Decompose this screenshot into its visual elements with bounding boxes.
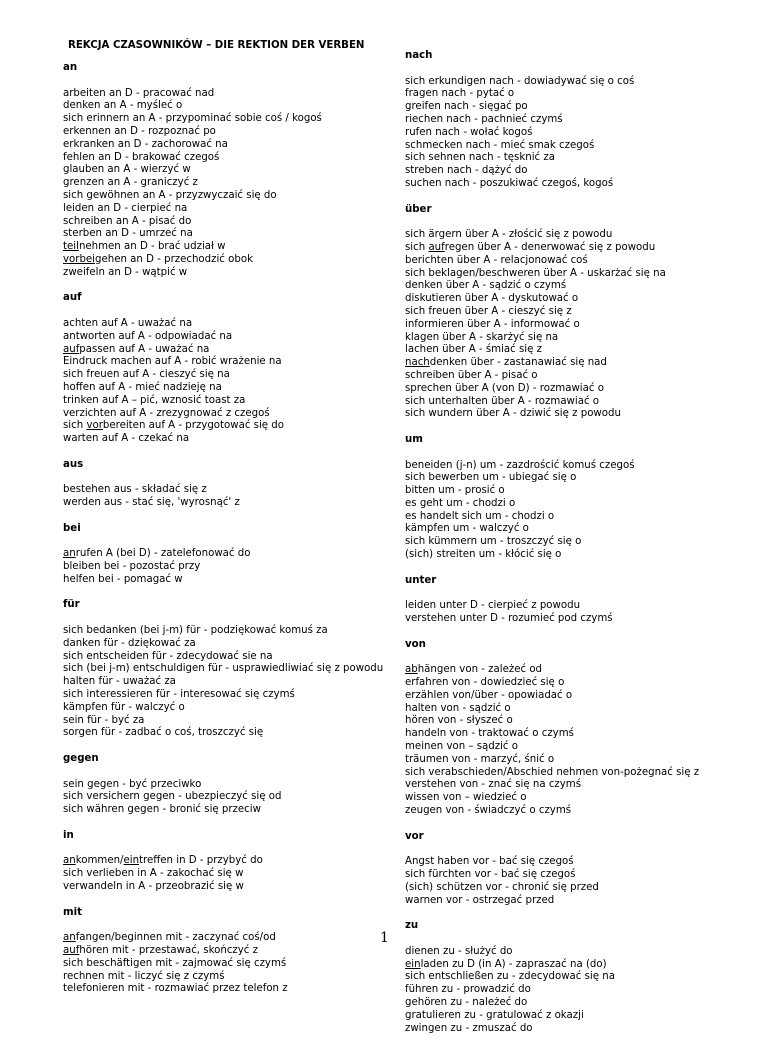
verb-entry — [405, 280, 755, 293]
verb-entry — [63, 152, 393, 165]
verb-entry — [405, 997, 755, 1010]
verb-entry — [63, 625, 393, 638]
entry-text: sich wundern über A - dziwić się z powodu — [405, 408, 621, 420]
entry-text: sich freuen über A - cieszyć się z — [405, 305, 572, 317]
verb-entry — [63, 958, 393, 971]
entry-text: kämpfen um - walczyć o — [405, 523, 529, 535]
verb-entry — [405, 549, 755, 562]
entry-text: (sich) schützen vor - chronić się przed — [405, 881, 599, 893]
verb-entry — [63, 881, 393, 894]
verb-entry — [63, 216, 393, 229]
entry-text: schreiben an A - pisać do — [63, 215, 192, 227]
entry-text: riechen nach - pachnieć czymś — [405, 113, 563, 125]
verb-entry — [63, 190, 393, 203]
entry-text: sich beschäftigen mit - zajmować się czymś — [63, 957, 287, 969]
verb-entry — [63, 433, 393, 446]
verb-entry — [405, 165, 755, 178]
verb-entry — [405, 408, 755, 421]
entry-text: nehmen an D - brać udział w — [78, 241, 226, 253]
verb-entry — [405, 715, 755, 728]
entry-text: sich beklagen/beschweren über A - uskarżać się na — [405, 267, 666, 279]
entry-text: sich bewerben um - ubiegać się o — [405, 472, 577, 484]
verb-entry — [63, 484, 393, 497]
entry-text: werden aus - stać się, 'wyrosnąć' z — [63, 497, 240, 509]
page-number: 1 — [380, 930, 389, 946]
section-für — [63, 599, 393, 740]
separable-prefix: an — [63, 548, 76, 560]
separable-prefix: teil — [63, 241, 79, 253]
entry-text: dienen zu - służyć do — [405, 945, 513, 957]
verb-entry — [63, 497, 393, 510]
entry-text: denken über A - sądzić o czymś — [405, 280, 567, 292]
entry-text: achten auf A - uważać na — [63, 317, 193, 329]
entry-text: sein gegen - być przeciwko — [63, 778, 202, 790]
entry-text: sich sehnen nach - tęsknić za — [405, 152, 555, 164]
verb-entry — [405, 101, 755, 114]
entry-text: kämpfen für - walczyć o — [63, 701, 185, 713]
entry-text: rufen nach - wołać kogoś — [405, 126, 533, 138]
separable-prefix: vor — [86, 420, 103, 432]
verb-entry — [405, 152, 755, 165]
verb-list — [63, 625, 393, 740]
verb-entry — [63, 561, 393, 574]
entry-text: Eindruck machen auf A - robić wrażenie na — [63, 356, 282, 368]
section-heading: nach — [405, 50, 433, 61]
verb-list — [63, 855, 393, 893]
separable-prefix: auf — [428, 241, 445, 253]
section-heading: aus — [63, 458, 84, 470]
verb-entry — [405, 882, 755, 895]
entry-text: fangen/beginnen mit - zaczynać coś/od — [75, 932, 276, 944]
verb-entry — [63, 676, 393, 689]
verb-list — [405, 664, 755, 818]
section-gegen — [63, 753, 393, 817]
verb-entry — [405, 396, 755, 409]
entry-text: bereiten auf A - przygotować się do — [102, 420, 285, 432]
verb-entry — [405, 792, 755, 805]
entry-text: sprechen über A (von D) - rozmawiać o — [405, 382, 604, 394]
verb-entry — [63, 548, 393, 561]
entry-text: bitten um - prosić o — [405, 485, 505, 497]
verb-entry — [405, 178, 755, 191]
verb-entry — [63, 689, 393, 702]
verb-list — [405, 460, 755, 562]
entry-text: sich entscheiden für - zdecydować sie na — [63, 650, 273, 662]
entry-text: laden zu D (in A) - zapraszać na (do) — [420, 958, 607, 970]
verb-entry — [405, 677, 755, 690]
verb-entry — [63, 420, 393, 433]
verb-list — [405, 76, 755, 191]
entry-text: sich verabschieden/Abschied nehmen von-pożegnać się z — [405, 766, 700, 778]
entry-text: berichten über A - relacjonować coś — [405, 254, 588, 266]
section-heading: unter — [405, 574, 437, 586]
verb-entry — [63, 88, 393, 101]
entry-text: sein für - być za — [63, 714, 145, 726]
verb-entry — [63, 267, 393, 280]
entry-text: zweifeln an D - wątpić w — [63, 266, 188, 278]
verb-entry — [63, 177, 393, 190]
entry-text: regen über A - denerwować się z powodu — [444, 241, 656, 253]
entry-text: gratulieren zu - gratulować z okazji — [405, 1009, 584, 1021]
verb-entry — [63, 574, 393, 587]
verb-entry — [63, 241, 393, 254]
verb-entry — [405, 690, 755, 703]
verb-entry — [63, 715, 393, 728]
entry-text: rechnen mit - liczyć się z czymś — [63, 970, 225, 982]
verb-entry — [63, 254, 393, 267]
separable-prefix: an — [63, 855, 76, 867]
section-heading: bei — [63, 522, 81, 534]
entry-text: sich verlieben in A - zakochać się w — [63, 868, 244, 880]
entry-text: sorgen für - zadbać o coś, troszczyć się — [63, 727, 264, 739]
entry-text: suchen nach - poszukiwać czegoś, kogoś — [405, 177, 614, 189]
entry-text: verwandeln in A - przeobrazić się w — [63, 881, 244, 892]
verb-entry — [63, 318, 393, 331]
entry-text: bestehen aus - składać się z — [63, 484, 207, 496]
entry-text: grenzen an A - graniczyć z — [63, 177, 198, 189]
section-in — [63, 830, 393, 894]
entry-text: erkranken an D - zachorować na — [63, 138, 228, 150]
entry-text: erkennen an D - rozpoznać po — [63, 125, 216, 137]
verb-entry — [405, 703, 755, 716]
section-unter — [405, 575, 755, 626]
verb-entry — [63, 983, 393, 996]
verb-entry — [405, 741, 755, 754]
entry-text: passen auf A - uważać na — [79, 343, 210, 355]
verb-entry — [405, 255, 755, 268]
entry-text: sich interessieren für - interesować się czymś — [63, 689, 295, 701]
entry-text: sich erkundigen nach - dowiadywać się o coś — [405, 75, 635, 87]
entry-text: verstehen unter D - rozumieć pod czymś — [405, 613, 613, 625]
verb-entry — [63, 356, 393, 369]
verb-entry — [405, 76, 755, 89]
verb-list — [63, 318, 393, 446]
verb-entry — [63, 638, 393, 651]
separable-prefix: ab — [405, 664, 418, 676]
entry-text: zwingen zu - zmuszać do — [405, 1022, 533, 1034]
entry-text: sich währen gegen - bronić się przeciw — [63, 804, 261, 816]
entry-text: sich bedanken (bei j-m) für - podziękować komuś za — [63, 625, 328, 637]
verb-entry — [63, 663, 393, 676]
verb-entry — [63, 971, 393, 984]
entry-text: meinen von – sądzić o — [405, 741, 518, 753]
entry-text: informieren über A - informować o — [405, 318, 580, 330]
verb-entry — [405, 319, 755, 332]
verb-entry — [63, 804, 393, 817]
entry-text: Angst haben vor - bać się czegoś — [405, 856, 574, 868]
entry-text: warten auf A - czekać na — [63, 433, 190, 445]
verb-entry — [405, 460, 755, 473]
verb-entry — [405, 114, 755, 127]
verb-entry — [405, 344, 755, 357]
verb-list — [63, 548, 393, 586]
verb-entry — [63, 100, 393, 113]
entry-text: träumen von - marzyć, śnić o — [405, 753, 555, 765]
verb-list — [63, 88, 393, 280]
verb-entry — [405, 357, 755, 370]
verb-entry — [405, 306, 755, 319]
entry-text: fehlen an D - brakować czegoś — [63, 151, 220, 163]
verb-entry — [63, 855, 393, 868]
entry-text: denken über - zastanawiać się nad — [429, 357, 607, 369]
section-heading: in — [63, 829, 74, 841]
entry-text: leiden an D - cierpieć na — [63, 202, 188, 214]
entry-text: hören mit - przestawać, skończyć z — [79, 944, 258, 956]
section-heading: zu — [405, 920, 419, 932]
section-heading: über — [405, 203, 432, 215]
verb-entry — [405, 293, 755, 306]
right-column — [405, 50, 755, 1048]
entry-text: es handelt sich um - chodzi o — [405, 510, 555, 522]
verb-entry — [405, 88, 755, 101]
entry-text: lachen über A - śmiać się z — [405, 344, 542, 356]
entry-text: greifen nach - sięgać po — [405, 101, 528, 113]
verb-entry — [405, 805, 755, 818]
verb-entry — [63, 126, 393, 139]
entry-text: sich unterhalten über A - rozmawiać o — [405, 395, 600, 407]
section-um — [405, 434, 755, 562]
verb-list — [63, 932, 393, 996]
verb-entry — [63, 228, 393, 241]
entry-text: erzählen von/über - opowiadać o — [405, 689, 573, 701]
verb-entry — [63, 727, 393, 740]
section-vor — [405, 831, 755, 908]
verb-entry — [405, 229, 755, 242]
section-heading: an — [63, 62, 78, 73]
verb-entry — [63, 779, 393, 792]
entry-text: sich fürchten vor - bać się czegoś — [405, 869, 576, 880]
separable-prefix: an — [63, 932, 76, 944]
entry-text: arbeiten an D - pracować nad — [63, 87, 215, 99]
entry-text: beneiden (j-n) um - zazdrościć komuś czegoś — [405, 459, 635, 471]
entry-text: verstehen von - znać się na czymś — [405, 779, 582, 791]
entry-text: trinken auf A – pić, wznosić toast za — [63, 394, 246, 406]
entry-text: sich ärgern über A - złościć się z powodu — [405, 229, 613, 241]
verb-entry — [63, 164, 393, 177]
verb-entry — [405, 946, 755, 959]
entry-text: gehen an D - przechodzić obok — [95, 253, 253, 265]
entry-text: gehören zu - należeć do — [405, 996, 528, 1008]
separable-prefix: ein — [405, 958, 421, 970]
verb-entry — [405, 767, 755, 780]
verb-entry — [405, 511, 755, 524]
section-aus — [63, 459, 393, 510]
verb-list — [405, 946, 755, 1036]
verb-entry — [405, 1023, 755, 1036]
entry-text: streben nach - dążyć do — [405, 165, 528, 177]
left-column — [63, 62, 393, 1009]
section-nach — [405, 50, 755, 191]
entry-text: sterben an D - umrzeć na — [63, 228, 193, 240]
verb-entry — [63, 868, 393, 881]
entry-text: sich entschließen zu - zdecydować się na — [405, 971, 615, 983]
page-title: REKCJA CZASOWNIKÓW – DIE REKTION DER VERBEN — [68, 40, 365, 51]
entry-text: sich — [405, 241, 429, 253]
verb-entry — [405, 383, 755, 396]
verb-entry — [405, 895, 755, 908]
section-auf — [63, 292, 393, 446]
entry-text: glauben an A - wierzyć w — [63, 164, 191, 176]
verb-entry — [405, 869, 755, 882]
verb-entry — [405, 600, 755, 613]
separable-prefix: vorbei — [63, 253, 96, 265]
verb-entry — [405, 127, 755, 140]
verb-entry — [405, 498, 755, 511]
verb-entry — [405, 140, 755, 153]
verb-entry — [63, 932, 393, 945]
verb-entry — [405, 523, 755, 536]
verb-entry — [405, 664, 755, 677]
entry-text: sich erinnern an A - przypominać sobie coś / kogoś — [63, 113, 322, 125]
verb-entry — [405, 332, 755, 345]
verb-entry — [63, 382, 393, 395]
entry-text: danken für - dziękować za — [63, 637, 196, 649]
entry-text: kommen/ — [75, 855, 124, 867]
entry-text: verzichten auf A - zrezygnować z czegoś — [63, 407, 270, 419]
section-von — [405, 639, 755, 818]
verb-entry — [405, 268, 755, 281]
verb-entry — [405, 472, 755, 485]
verb-entry — [405, 984, 755, 997]
verb-entry — [405, 485, 755, 498]
entry-text: helfen bei - pomagać w — [63, 573, 183, 585]
entry-text: fragen nach - pytać o — [405, 88, 515, 100]
entry-text: bleiben bei - pozostać przy — [63, 561, 201, 573]
verb-entry — [405, 971, 755, 984]
verb-entry — [63, 791, 393, 804]
verb-entry — [405, 1010, 755, 1023]
separable-prefix: auf — [63, 944, 80, 956]
verb-entry — [63, 395, 393, 408]
entry-text: hängen von - zależeć od — [417, 664, 543, 676]
verb-entry — [63, 113, 393, 126]
verb-entry — [63, 331, 393, 344]
entry-text: warnen vor - ostrzegać przed — [405, 894, 555, 906]
verb-entry — [63, 945, 393, 958]
entry-text: handeln von - traktować o czymś — [405, 728, 574, 740]
section-über — [405, 204, 755, 422]
verb-entry — [405, 754, 755, 767]
entry-text: führen zu - prowadzić do — [405, 984, 531, 996]
section-heading: für — [63, 599, 80, 611]
entry-text: telefonieren mit - rozmawiać przez telefon z — [63, 983, 288, 995]
verb-entry — [63, 344, 393, 357]
verb-entry — [405, 728, 755, 741]
entry-text: schreiben über A - pisać o — [405, 369, 538, 381]
verb-list — [63, 779, 393, 817]
entry-text: denken an A - myśleć o — [63, 100, 183, 112]
verb-entry — [405, 536, 755, 549]
entry-text: (sich) streiten um - kłócić się o — [405, 549, 562, 561]
verb-list — [405, 856, 755, 907]
verb-entry — [405, 370, 755, 383]
verb-entry — [63, 408, 393, 421]
entry-text: sich gewöhnen an A - przyzwyczaić się do — [63, 189, 277, 201]
section-heading: von — [405, 638, 426, 650]
entry-text: treffen in D - przybyć do — [139, 855, 263, 867]
verb-entry — [63, 369, 393, 382]
section-heading: vor — [405, 830, 424, 842]
section-an — [63, 62, 393, 280]
verb-entry — [405, 959, 755, 972]
section-heading: mit — [63, 906, 82, 918]
verb-list — [405, 600, 755, 626]
separable-prefix: auf — [63, 343, 80, 355]
section-heading: auf — [63, 292, 82, 304]
verb-entry — [405, 242, 755, 255]
entry-text: diskutieren über A - dyskutować o — [405, 293, 579, 305]
verb-entry — [63, 651, 393, 664]
entry-text: klagen über A - skarżyć się na — [405, 331, 559, 343]
verb-entry — [63, 203, 393, 216]
separable-prefix: ein — [123, 855, 140, 867]
verb-entry — [405, 856, 755, 869]
verb-entry — [405, 613, 755, 626]
entry-text: hoffen auf A - mieć nadzieję na — [63, 381, 222, 393]
section-heading: gegen — [63, 753, 99, 765]
entry-text: antworten auf A - odpowiadać na — [63, 330, 233, 342]
entry-text: es geht um - chodzi o — [405, 497, 516, 509]
entry-text: hören von - słyszeć o — [405, 715, 513, 727]
entry-text: sich (bei j-m) entschuldigen für - usprawiedliwiać się z powodu — [63, 663, 384, 675]
entry-text: sich versichern gegen - ubezpieczyć się od — [63, 791, 282, 803]
entry-text: sich kümmern um - troszczyć się o — [405, 536, 582, 548]
verb-list — [405, 229, 755, 421]
verb-list — [63, 484, 393, 510]
entry-text: erfahren von - dowiedzieć się o — [405, 677, 565, 689]
verb-entry — [63, 702, 393, 715]
section-heading: um — [405, 433, 423, 445]
entry-text: leiden unter D - cierpieć z powodu — [405, 600, 581, 612]
entry-text: sich freuen auf A - cieszyć się na — [63, 369, 230, 381]
entry-text: wissen von – wiedzieć o — [405, 792, 527, 804]
section-bei — [63, 523, 393, 587]
verb-entry — [63, 139, 393, 152]
entry-text: halten für - uważać za — [63, 676, 176, 688]
entry-text: schmecken nach - mieć smak czegoś — [405, 139, 595, 151]
entry-text: halten von - sądzić o — [405, 702, 511, 714]
section-zu — [405, 920, 755, 1035]
entry-text: rufen A (bei D) - zatelefonować do — [75, 548, 251, 560]
section-mit — [63, 907, 393, 997]
separable-prefix: nach — [405, 357, 430, 369]
entry-text: zeugen von - świadczyć o czymś — [405, 805, 572, 817]
verb-entry — [405, 779, 755, 792]
entry-text: sich — [63, 420, 87, 432]
